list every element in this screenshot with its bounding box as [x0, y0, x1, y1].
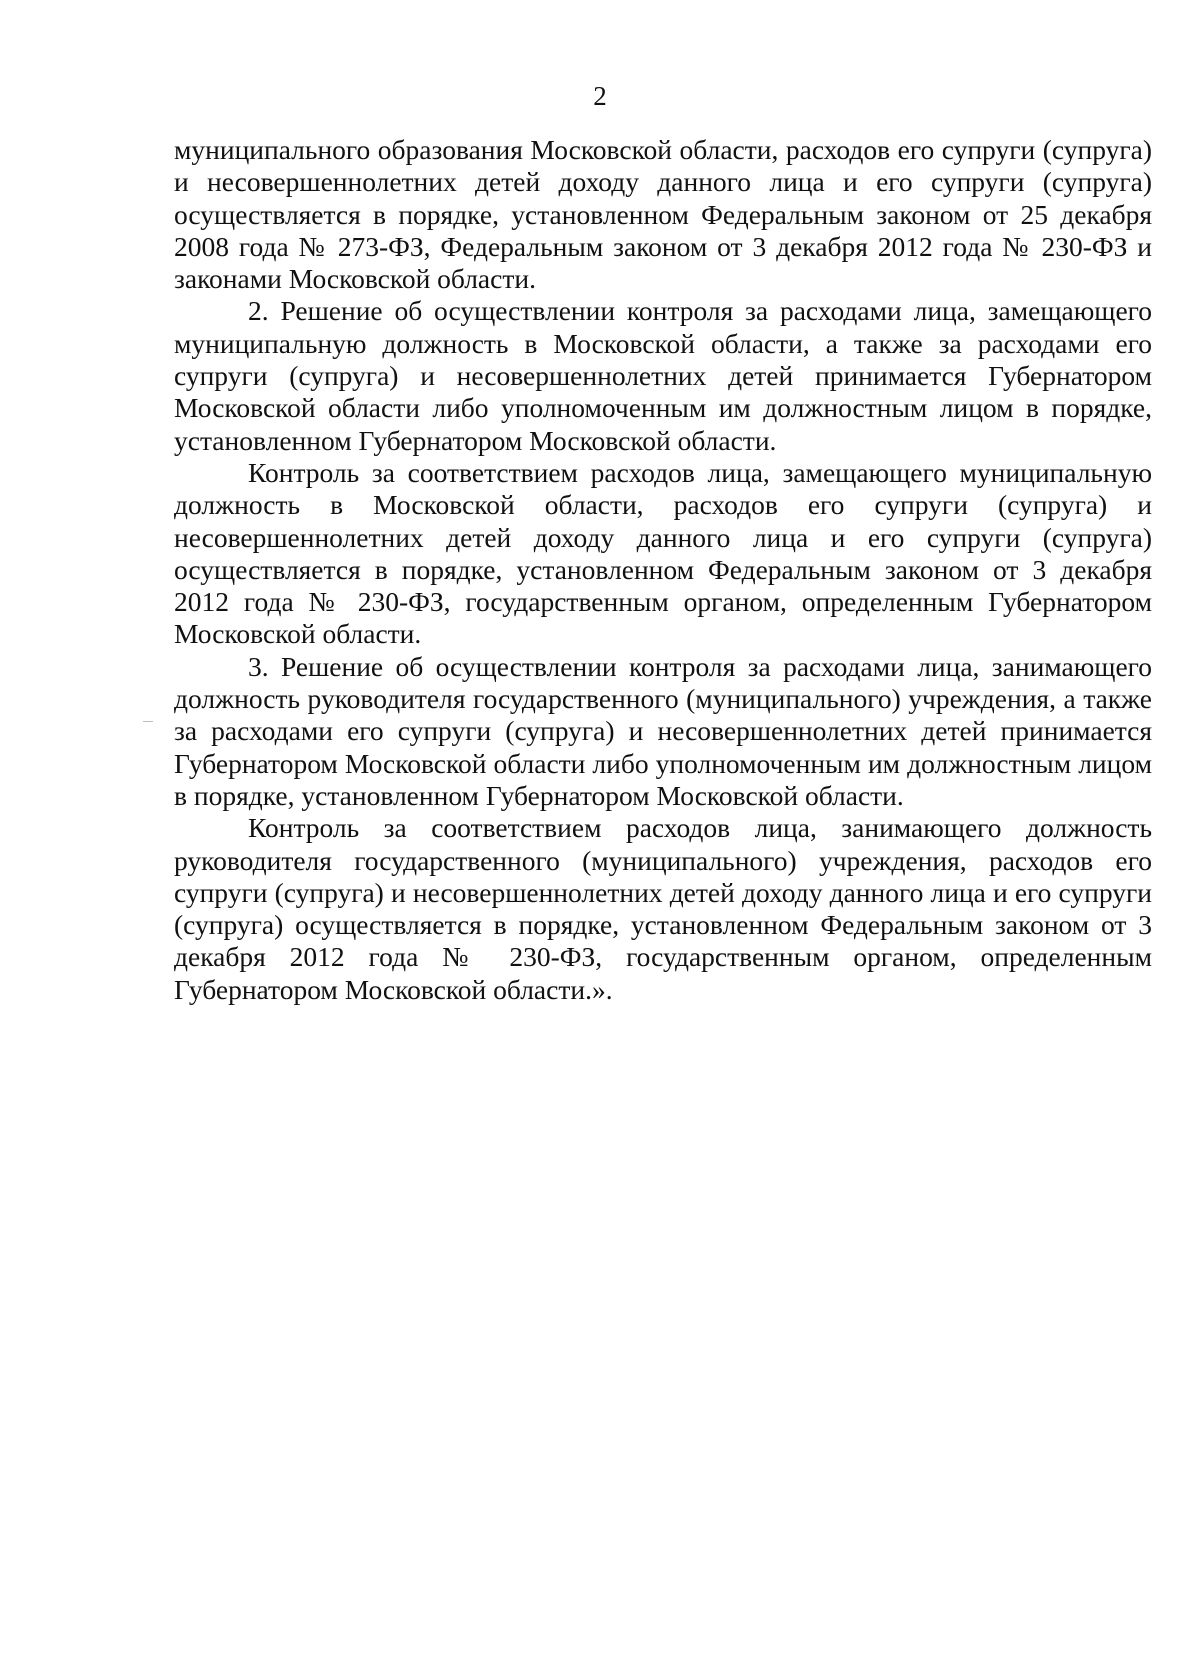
- paragraph-item-3: 3. Решение об осуществлении контроля за расходами лица, занимающего должность руководителя государственного (муниципального) учреждения, а также за расходами его супруги (супруга) и несовершеннолетних детей принимается Губернатором Московской области либо уполномоченным им должностным лицом в порядке, установленном Губернатором Московской области.: [174, 650, 1152, 811]
- paragraph-item-2: 2. Решение об осуществлении контроля за расходами лица, замещающего муниципальную должность в Московской области, а также за расходами его супруги (супруга) и несовершеннолетних детей принимается Губернатором Московской области либо уполномоченным им должностным лицом в порядке, установленном Губернатором Московской области.: [174, 295, 1152, 456]
- paragraph-continuation: муниципального образования Московской области, расходов его супруги (супруга) и несовершеннолетних детей доходу данного лица и его супруги (супруга) осуществляется в порядке, установленном Федеральным законом от 25 декабря 2008 года № 273-ФЗ, Федеральным законом от 3 декабря 2012 года № 230-ФЗ и законами Московской области.: [174, 134, 1152, 295]
- page-number: 2: [593, 81, 607, 111]
- document-body: [174, 134, 1152, 1006]
- paragraph-item-3-control: Контроль за соответствием расходов лица, занимающего должность руководителя государственного (муниципального) учреждения, расходов его супруги (супруга) и несовершеннолетних детей доходу данного лица и его супруги (супруга) осуществляется в порядке, установленном Федеральным законом от 3 декабря 2012 года № 230-ФЗ, государственным органом, определенным Губернатором Московской области.».: [174, 812, 1152, 1005]
- margin-mark: [143, 721, 153, 722]
- paragraph-item-2-control: Контроль за соответствием расходов лица, замещающего муниципальную должность в Московской области, расходов его супруги (супруга) и несовершеннолетних детей доходу данного лица и его супруги (супруга) осуществляется в порядке, установленном Федеральным законом от 3 декабря 2012 года № 230-ФЗ, государственным органом, определенным Губернатором Московской области.: [174, 456, 1152, 650]
